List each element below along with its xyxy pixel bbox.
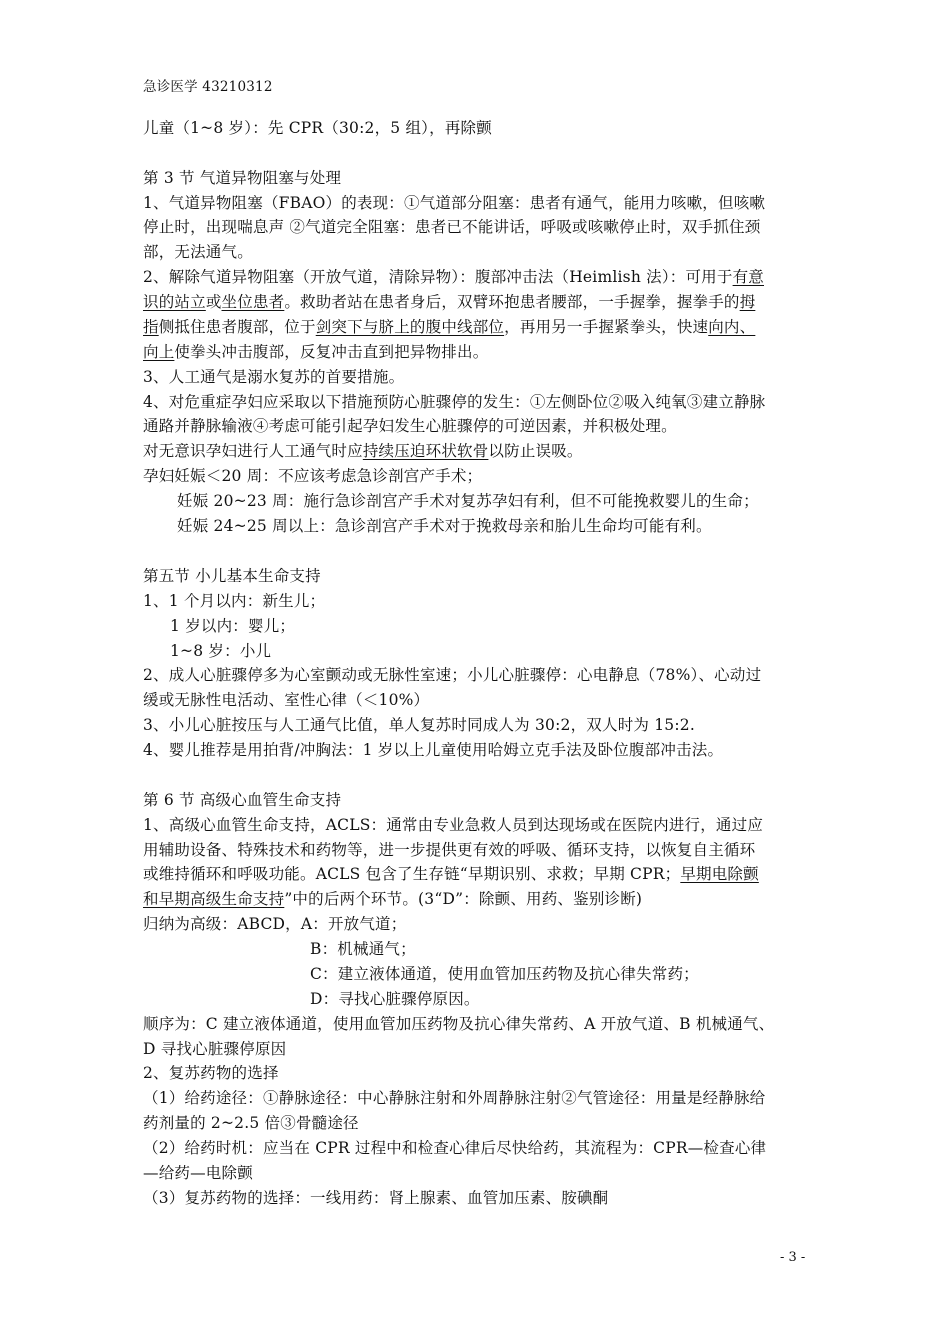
text-line — [143, 888, 642, 910]
text-line: —给药—电除颤 — [143, 1164, 253, 1182]
text-line — [143, 440, 583, 462]
text-line: 儿童（1~8 岁）：先 CPR（30:2，5 组），再除颤 — [143, 119, 492, 137]
text-line: C：建立液体通道，使用血管加压药物及抗心律失常药； — [310, 965, 699, 983]
text-run: 以防止误吸。 — [488, 442, 583, 460]
text-line: 1、高级心血管生命支持，ACLS：通常由专业急救人员到达现场或在医院内进行，通过应 — [143, 816, 764, 834]
underlined-text: 有意 — [732, 268, 764, 286]
text-run: ”中的后两个环节。(3“D”：除颤、用药、鉴别诊断) — [284, 890, 643, 908]
text-line: 孕妇妊娠＜20 周：不应该考虑急诊剖宫产手术； — [143, 467, 483, 485]
underlined-text: 坐位患者 — [221, 293, 285, 311]
text-run: 2、解除气道异物阻塞（开放气道，清除异物）：腹部冲击法（Heimlish 法）：可用于 — [143, 268, 733, 286]
text-line: 停止时，出现喘息声 ②气道完全阻塞：患者已不能讲话，呼吸或咳嗽停止时，双手抓住颈 — [143, 218, 761, 236]
text-line: 缓或无脉性电活动、室性心律（＜10%） — [143, 691, 430, 709]
underlined-text: 早期电除颤 — [680, 865, 759, 883]
text-line: D：寻找心脏骤停原因。 — [310, 990, 480, 1008]
text-run: 。救助者站在患者身后，双臂环抱患者腰部，一手握拳，握拳手的 — [284, 293, 740, 311]
underlined-text: 拇 — [739, 293, 756, 311]
text-line: （2）给药时机：应当在 CPR 过程中和检查心律后尽快给药，其流程为：CPR—检查心律 — [143, 1139, 767, 1157]
text-line: 药剂量的 2~2.5 倍③骨髓途径 — [143, 1114, 359, 1132]
text-run: ，再用另一手握紧拳头，快速 — [504, 318, 709, 336]
section-heading-6: 第 6 节 高级心血管生命支持 — [143, 791, 342, 809]
text-line — [143, 863, 759, 885]
text-line: 4、婴儿推荐是用拍背/冲胸法：1 岁以上儿童使用哈姆立克手法及卧位腹部冲击法。 — [143, 741, 724, 759]
text-line: 用辅助设备、特殊技术和药物等，进一步提供更有效的呼吸、循环支持，以恢复自主循环 — [143, 841, 756, 859]
text-line: 妊娠 20~23 周：施行急诊剖宫产手术对复苏孕妇有利，但不可能挽救婴儿的生命； — [177, 492, 759, 510]
text-line — [143, 341, 488, 363]
text-line — [143, 316, 755, 338]
section-heading-3: 第 3 节 气道异物阻塞与处理 — [143, 169, 342, 187]
text-line — [143, 291, 755, 313]
text-line: 1 岁以内：婴儿； — [170, 617, 296, 635]
text-line: 通路并静脉输液④考虑可能引起孕妇发生心脏骤停的可逆因素，并积极处理。 — [143, 417, 677, 435]
underlined-text: 向内、 — [708, 318, 756, 336]
text-run: 或 — [205, 293, 222, 311]
page-number: - 3 - — [780, 1250, 806, 1265]
text-line: D 寻找心脏骤停原因 — [143, 1040, 287, 1058]
underlined-text: 和早期高级生命支持 — [143, 890, 285, 908]
text-run: 或维持循环和呼吸功能。ACLS 包含了生存链“早期识别、求救；早期 CPR； — [143, 865, 681, 883]
text-line: 2、复苏药物的选择 — [143, 1064, 279, 1082]
underlined-text: 向上 — [143, 343, 175, 361]
text-line: 1、1 个月以内：新生儿； — [143, 592, 326, 610]
text-run: 对无意识孕妇进行人工通气时应 — [143, 442, 363, 460]
text-line: 1~8 岁：小儿 — [170, 642, 272, 660]
text-line: 1、气道异物阻塞（FBAO）的表现：①气道部分阻塞：患者有通气，能用力咳嗽，但咳嗽 — [143, 194, 766, 212]
text-line: 妊娠 24~25 周以上：急诊剖宫产手术对于挽救母亲和胎儿生命均可能有利。 — [177, 517, 712, 535]
text-line: 归纳为高级：ABCD，A：开放气道； — [143, 915, 407, 933]
text-line: 3、人工通气是溺水复苏的首要措施。 — [143, 368, 405, 386]
text-line: 3、小儿心脏按压与人工通气比值，单人复苏时同成人为 30:2，双人时为 15:2. — [143, 716, 695, 734]
page-header: 急诊医学 43210312 — [143, 79, 273, 95]
text-run: 侧抵住患者腹部，位于 — [158, 318, 316, 336]
text-line: B：机械通气； — [310, 940, 416, 958]
text-line: 2、成人心脏骤停多为心室颤动或无脉性室速；小儿心脏骤停：心电静息（78%）、心动过 — [143, 666, 762, 684]
underlined-text: 剑突下与脐上的腹中线部位 — [315, 318, 505, 336]
text-line: 顺序为：C 建立液体通道，使用血管加压药物及抗心律失常药、A 开放气道、B 机械通气、 — [143, 1015, 775, 1033]
underlined-text: 持续压迫环状软骨 — [362, 442, 489, 460]
text-line: 4、对危重症孕妇应采取以下措施预防心脏骤停的发生：①左侧卧位②吸入纯氧③建立静脉 — [143, 393, 766, 411]
text-line: （3）复苏药物的选择：一线用药：肾上腺素、血管加压素、胺碘酮 — [143, 1189, 609, 1207]
text-run: 使拳头冲击腹部，反复冲击直到把异物排出。 — [174, 343, 489, 361]
section-heading-5: 第五节 小儿基本生命支持 — [143, 567, 321, 585]
text-line: 部，无法通气。 — [143, 243, 253, 261]
text-line — [143, 266, 764, 288]
text-line: （1）给药途径：①静脉途径：中心静脉注射和外周静脉注射②气管途径：用量是经静脉给 — [143, 1089, 766, 1107]
underlined-text: 识的站立 — [143, 293, 206, 311]
underlined-text: 指 — [143, 318, 159, 336]
